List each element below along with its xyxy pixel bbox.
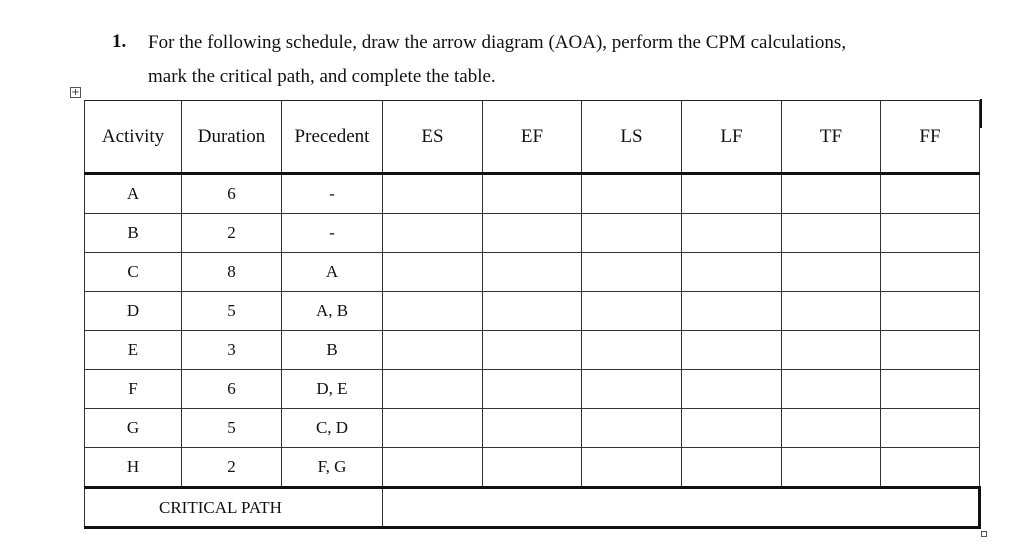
cell-ef[interactable]: [483, 174, 582, 214]
cell-activity[interactable]: F: [85, 370, 182, 409]
cell-activity[interactable]: D: [85, 292, 182, 331]
cell-lf[interactable]: [682, 331, 782, 370]
cpm-table-container: [84, 100, 981, 529]
cell-tf[interactable]: [782, 214, 881, 253]
cell-ls[interactable]: [582, 174, 682, 214]
cell-es[interactable]: [383, 370, 483, 409]
cell-ff[interactable]: [881, 331, 980, 370]
cell-precedent[interactable]: B: [282, 331, 383, 370]
cell-precedent[interactable]: A, B: [282, 292, 383, 331]
cell-precedent[interactable]: D, E: [282, 370, 383, 409]
cell-lf[interactable]: [682, 174, 782, 214]
table-row: [85, 214, 980, 253]
cell-ff[interactable]: [881, 448, 980, 488]
cell-activity[interactable]: G: [85, 409, 182, 448]
question-text-line-2: mark the critical path, and complete the table.: [148, 66, 496, 87]
cell-precedent[interactable]: A: [282, 253, 383, 292]
header-tf: TF: [782, 101, 881, 174]
cell-ef[interactable]: [483, 409, 582, 448]
cell-ls[interactable]: [582, 214, 682, 253]
header-ff: FF: [881, 101, 980, 174]
cell-ef[interactable]: [483, 448, 582, 488]
cell-activity[interactable]: A: [85, 174, 182, 214]
cell-duration[interactable]: 6: [182, 370, 282, 409]
cell-ef[interactable]: [483, 370, 582, 409]
header-lf: LF: [682, 101, 782, 174]
cell-ff[interactable]: [881, 370, 980, 409]
cell-lf[interactable]: [682, 448, 782, 488]
cell-lf[interactable]: [682, 253, 782, 292]
cell-activity[interactable]: E: [85, 331, 182, 370]
cell-ff[interactable]: [881, 292, 980, 331]
cell-ls[interactable]: [582, 409, 682, 448]
header-precedent: Precedent: [282, 101, 383, 174]
cell-es[interactable]: [383, 253, 483, 292]
cell-ls[interactable]: [582, 253, 682, 292]
cell-duration[interactable]: 6: [182, 174, 282, 214]
cell-precedent[interactable]: -: [282, 174, 383, 214]
cell-es[interactable]: [383, 331, 483, 370]
cell-ef[interactable]: [483, 214, 582, 253]
critical-path-label: CRITICAL PATH: [85, 488, 383, 528]
table-row: [85, 409, 980, 448]
cell-es[interactable]: [383, 174, 483, 214]
cell-activity[interactable]: C: [85, 253, 182, 292]
cell-activity[interactable]: B: [85, 214, 182, 253]
cell-ef[interactable]: [483, 292, 582, 331]
header-duration: Duration: [182, 101, 282, 174]
question-text-line-1: For the following schedule, draw the arrow diagram (AOA), perform the CPM calculations,: [148, 32, 847, 53]
cpm-table: [84, 100, 981, 529]
cell-precedent[interactable]: C, D: [282, 409, 383, 448]
header-ef: EF: [483, 101, 582, 174]
cell-tf[interactable]: [782, 331, 881, 370]
cell-lf[interactable]: [682, 370, 782, 409]
cell-duration[interactable]: 5: [182, 292, 282, 331]
cell-es[interactable]: [383, 214, 483, 253]
cell-ls[interactable]: [582, 331, 682, 370]
cell-duration[interactable]: 3: [182, 331, 282, 370]
cell-ef[interactable]: [483, 331, 582, 370]
cell-tf[interactable]: [782, 253, 881, 292]
cell-ls[interactable]: [582, 292, 682, 331]
table-row: [85, 370, 980, 409]
header-ls: LS: [582, 101, 682, 174]
critical-path-row: [85, 488, 980, 528]
table-row: [85, 331, 980, 370]
table-header-row: [85, 101, 980, 174]
table-move-handle-icon[interactable]: +: [71, 87, 80, 98]
cell-tf[interactable]: [782, 174, 881, 214]
cell-ff[interactable]: [881, 253, 980, 292]
cell-ff[interactable]: [881, 214, 980, 253]
cell-precedent[interactable]: -: [282, 214, 383, 253]
cell-precedent[interactable]: F, G: [282, 448, 383, 488]
table-resize-handle-icon[interactable]: [981, 531, 987, 537]
cell-ls[interactable]: [582, 448, 682, 488]
table-edge-marker: [980, 99, 982, 128]
cell-es[interactable]: [383, 292, 483, 331]
cell-activity[interactable]: H: [85, 448, 182, 488]
table-row: [85, 253, 980, 292]
cell-duration[interactable]: 2: [182, 448, 282, 488]
cell-lf[interactable]: [682, 409, 782, 448]
cell-tf[interactable]: [782, 448, 881, 488]
question-number: 1.: [112, 31, 127, 52]
header-es: ES: [383, 101, 483, 174]
cell-duration[interactable]: 5: [182, 409, 282, 448]
cell-lf[interactable]: [682, 214, 782, 253]
header-activity: Activity: [85, 101, 182, 174]
table-row: [85, 448, 980, 488]
cell-lf[interactable]: [682, 292, 782, 331]
cell-tf[interactable]: [782, 292, 881, 331]
cell-duration[interactable]: 2: [182, 214, 282, 253]
cell-tf[interactable]: [782, 370, 881, 409]
cell-ef[interactable]: [483, 253, 582, 292]
table-row: [85, 174, 980, 214]
cell-duration[interactable]: 8: [182, 253, 282, 292]
cell-es[interactable]: [383, 448, 483, 488]
cell-ff[interactable]: [881, 174, 980, 214]
cell-es[interactable]: [383, 409, 483, 448]
critical-path-answer-cell[interactable]: [383, 488, 980, 528]
cell-tf[interactable]: [782, 409, 881, 448]
cell-ff[interactable]: [881, 409, 980, 448]
cell-ls[interactable]: [582, 370, 682, 409]
table-row: [85, 292, 980, 331]
